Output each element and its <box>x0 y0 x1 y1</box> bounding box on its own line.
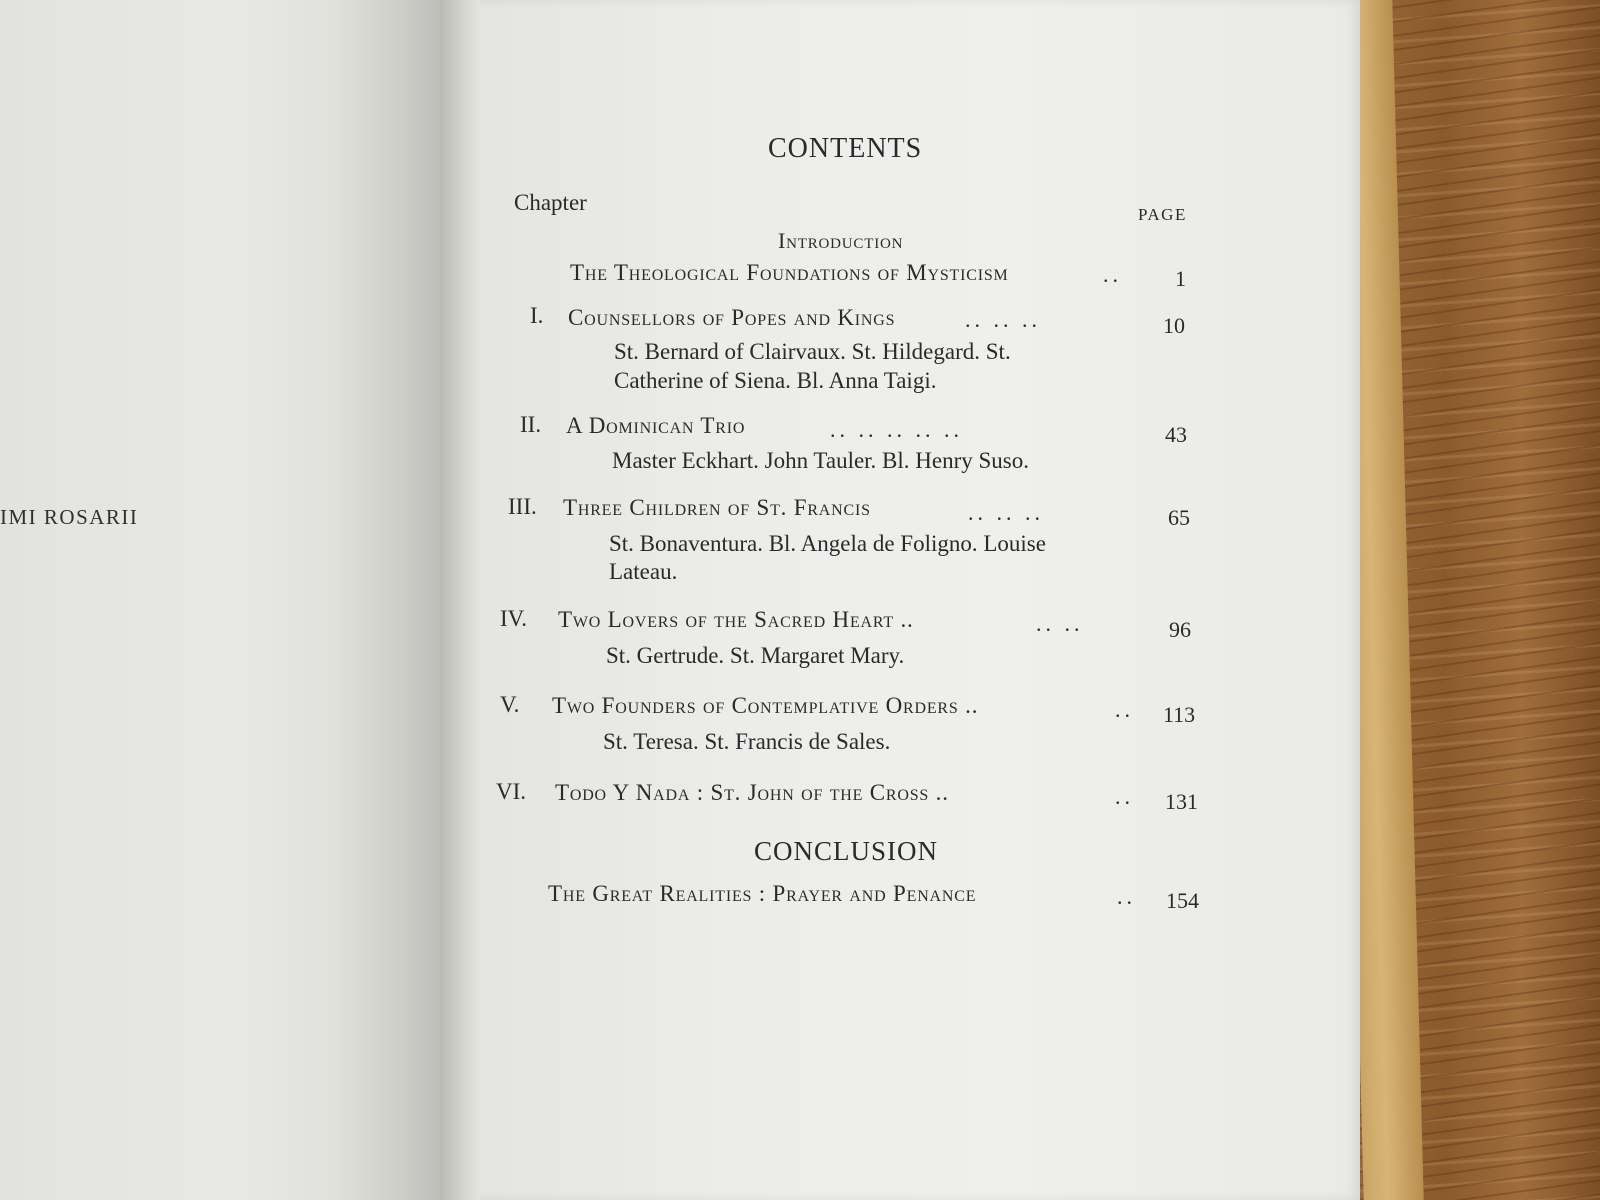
toc-entry-title: Two Lovers of the Sacred Heart .. <box>558 607 914 632</box>
toc-entry-leader: .. <box>1103 262 1122 287</box>
toc-entry-numeral: VI. <box>496 779 527 804</box>
toc-entry-leader: .. <box>1115 697 1134 722</box>
toc-entry-leader: .. <box>1115 784 1134 809</box>
toc-entry-title: The Theological Foundations of Mysticism <box>570 260 1009 285</box>
chapter-column-label: Chapter <box>514 190 587 215</box>
toc-entry-title: Two Founders of Contemplative Orders .. <box>552 693 979 718</box>
toc-entry-numeral: I. <box>530 303 544 328</box>
toc-entry-numeral: V. <box>500 692 520 717</box>
toc-entry-leader: .. .. .. <box>965 307 1041 332</box>
contents-title: CONTENTS <box>768 133 923 164</box>
toc-entry-numeral: IV. <box>500 606 528 631</box>
toc-entry-title: Todo Y Nada : St. John of the Cross .. <box>555 780 949 805</box>
toc-entry-numeral: III. <box>508 494 537 519</box>
toc-entry-title: Three Children of St. Francis <box>563 495 871 520</box>
toc-entry-subjects-line-2: Catherine of Siena. Bl. Anna Taigi. <box>614 368 937 393</box>
toc-entry-page: 10 <box>1163 313 1185 338</box>
toc-entry-subjects-line-1: Master Eckhart. John Tauler. Bl. Henry Suso. <box>612 448 1030 473</box>
toc-entry-page: 43 <box>1165 422 1187 447</box>
toc-entry-page: 154 <box>1166 888 1199 913</box>
toc-entry-title: The Great Realities : Prayer and Penance <box>548 881 977 906</box>
toc-entry-page: 113 <box>1163 702 1196 727</box>
toc-entry-subjects-line-1: St. Bernard of Clairvaux. St. Hildegard. St. <box>614 339 1011 364</box>
toc-entry-leader: .. .. .. .. .. <box>830 417 963 442</box>
toc-entry-subjects-line-1: St. Teresa. St. Francis de Sales. <box>603 729 891 754</box>
page-column-label: PAGE <box>1138 205 1187 224</box>
toc-entry-page: 96 <box>1169 617 1191 642</box>
introduction-heading: Introduction <box>778 228 904 253</box>
toc-entry-page: 65 <box>1168 505 1190 530</box>
toc-entry-title: Counsellors of Popes and Kings <box>568 305 896 330</box>
toc-entry-page: 1 <box>1175 266 1186 291</box>
toc-entry-subjects-line-2: Lateau. <box>609 559 678 584</box>
toc-entry-leader: .. <box>1117 884 1136 909</box>
toc-entry-title: A Dominican Trio <box>566 413 746 438</box>
toc-entry-leader: .. .. .. <box>968 500 1044 525</box>
toc-entry-subjects-line-1: St. Bonaventura. Bl. Angela de Foligno. Louise <box>609 531 1046 556</box>
toc-entry-leader: .. .. <box>1036 611 1084 636</box>
toc-entry-numeral: II. <box>520 412 542 437</box>
toc-entry-subjects-line-1: St. Gertrude. St. Margaret Mary. <box>606 643 905 668</box>
toc-entry-page: 131 <box>1165 789 1198 814</box>
left-page-text-fragment: IMI ROSARII <box>0 505 139 529</box>
conclusion-heading: CONCLUSION <box>754 836 939 866</box>
